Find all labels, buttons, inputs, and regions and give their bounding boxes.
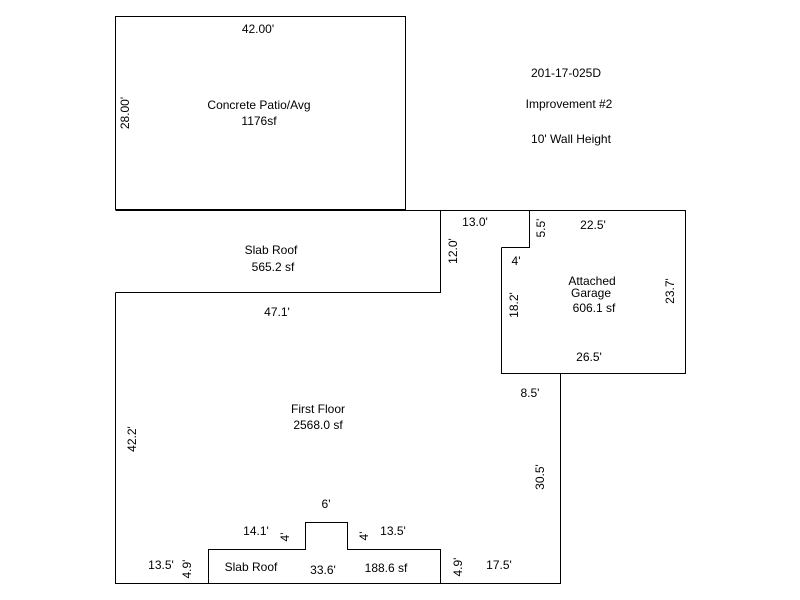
first-floor-outline bbox=[116, 293, 561, 584]
slab-depth-dimension: 12.0' bbox=[446, 238, 460, 264]
first-floor-name: First Floor bbox=[291, 402, 345, 416]
bottom-left-dimension: 13.5' bbox=[148, 558, 174, 572]
patio-area-name: Concrete Patio/Avg bbox=[207, 98, 311, 112]
garage-right-dimension: 23.7' bbox=[663, 278, 677, 304]
slab-roof-bottom-name: Slab Roof bbox=[224, 560, 278, 574]
slab-roof-bottom-size: 188.6 sf bbox=[364, 561, 408, 575]
garage-name-line1: Attached bbox=[568, 274, 616, 288]
bay-left-run-dimension: 14.1' bbox=[243, 524, 269, 538]
slab-step-width-dimension: 13.0' bbox=[462, 215, 488, 229]
slab-step-depth-dimension: 5.5' bbox=[534, 218, 548, 238]
patio-area-size: 1176sf bbox=[241, 114, 277, 128]
bay-right-run-dimension: 13.5' bbox=[380, 524, 406, 538]
garage-area-size: 606.1 sf bbox=[572, 301, 616, 315]
floor-right-dimension: 30.5' bbox=[533, 464, 547, 490]
bay-width-dimension: 6' bbox=[321, 497, 331, 511]
garage-notch-dimension: 4' bbox=[511, 254, 521, 268]
patio-outline bbox=[116, 17, 406, 210]
slab-bottom-width-dimension: 33.6' bbox=[310, 563, 336, 577]
garage-bottom-dimension: 26.5' bbox=[576, 350, 602, 364]
slab-roof-top-size: 565.2 sf bbox=[251, 260, 295, 274]
floor-right-jog-dimension: 8.5' bbox=[520, 386, 540, 400]
bottom-left-step-dimension: 4.9' bbox=[180, 559, 194, 579]
patio-width-dimension: 42.00' bbox=[241, 22, 275, 36]
slab-roof-top-name: Slab Roof bbox=[244, 243, 298, 257]
garage-top-dimension: 22.5' bbox=[580, 218, 606, 232]
bottom-right-dimension: 17.5' bbox=[486, 558, 512, 572]
garage-left-dimension: 18.2' bbox=[507, 292, 521, 318]
floor-left-dimension: 42.2' bbox=[125, 426, 139, 452]
bay-left-step-dimension: 4' bbox=[278, 532, 292, 542]
parcel-id: 201-17-025D bbox=[530, 66, 602, 80]
bottom-right-step-dimension: 4.9' bbox=[451, 557, 465, 577]
wall-height-label: 10' Wall Height bbox=[531, 132, 611, 146]
improvement-label: Improvement #2 bbox=[525, 97, 613, 111]
garage-name-line2: Garage bbox=[570, 286, 612, 300]
bay-right-step-dimension: 4' bbox=[357, 531, 371, 541]
first-floor-size: 2568.0 sf bbox=[293, 418, 343, 432]
slab-width-dimension: 47.1' bbox=[264, 305, 290, 319]
patio-depth-dimension: 28.00' bbox=[118, 96, 132, 130]
